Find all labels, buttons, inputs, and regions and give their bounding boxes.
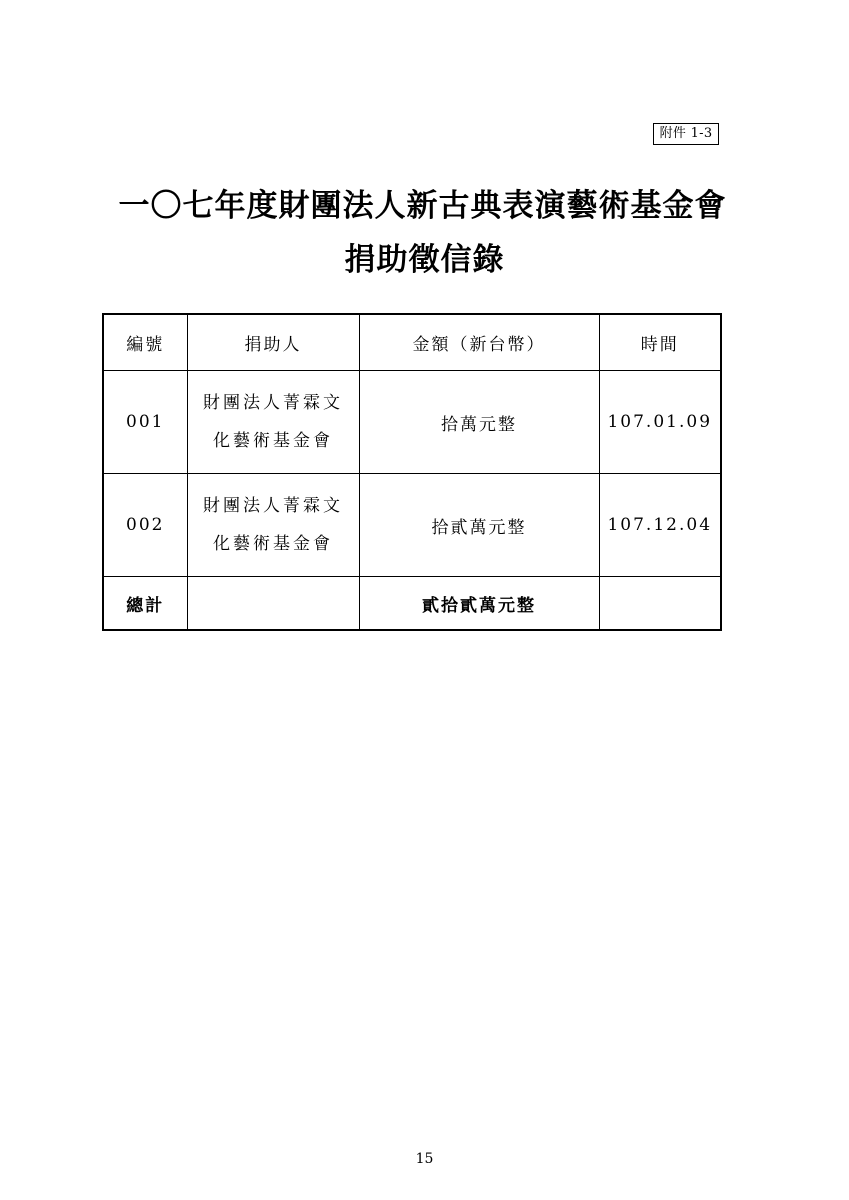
row-amount: 拾萬元整 <box>359 371 599 474</box>
header-donor: 捐助人 <box>187 314 359 371</box>
total-date-empty <box>599 577 721 631</box>
total-amount: 貳拾貳萬元整 <box>359 577 599 631</box>
donor-name-line2: 化藝術基金會 <box>213 534 333 554</box>
header-id: 編號 <box>103 314 187 371</box>
row-date: 107.01.09 <box>599 371 721 474</box>
row-amount: 拾貳萬元整 <box>359 474 599 577</box>
page-number: 15 <box>415 1151 434 1167</box>
row-donor <box>187 474 359 577</box>
row-id: 002 <box>103 474 187 577</box>
total-row <box>103 577 721 631</box>
total-donor-empty <box>187 577 359 631</box>
table-header-row <box>103 314 721 371</box>
document-subtitle: 捐助徵信錄 <box>344 242 505 278</box>
header-amount: 金額（新台幣） <box>359 314 599 371</box>
donor-name-line2: 化藝術基金會 <box>213 431 333 451</box>
total-label: 總計 <box>103 577 187 631</box>
donation-table <box>102 313 722 631</box>
donor-name-line1: 財團法人菁霖文 <box>203 393 343 413</box>
row-id: 001 <box>103 371 187 474</box>
table-row <box>103 371 721 474</box>
document-title: 一〇七年度財團法人新古典表演藝術基金會 <box>118 188 727 224</box>
header-date: 時間 <box>599 314 721 371</box>
donor-name-line1: 財團法人菁霖文 <box>203 496 343 516</box>
row-date: 107.12.04 <box>599 474 721 577</box>
row-donor <box>187 371 359 474</box>
attachment-label: 附件 1-3 <box>653 123 719 145</box>
table-row <box>103 474 721 577</box>
